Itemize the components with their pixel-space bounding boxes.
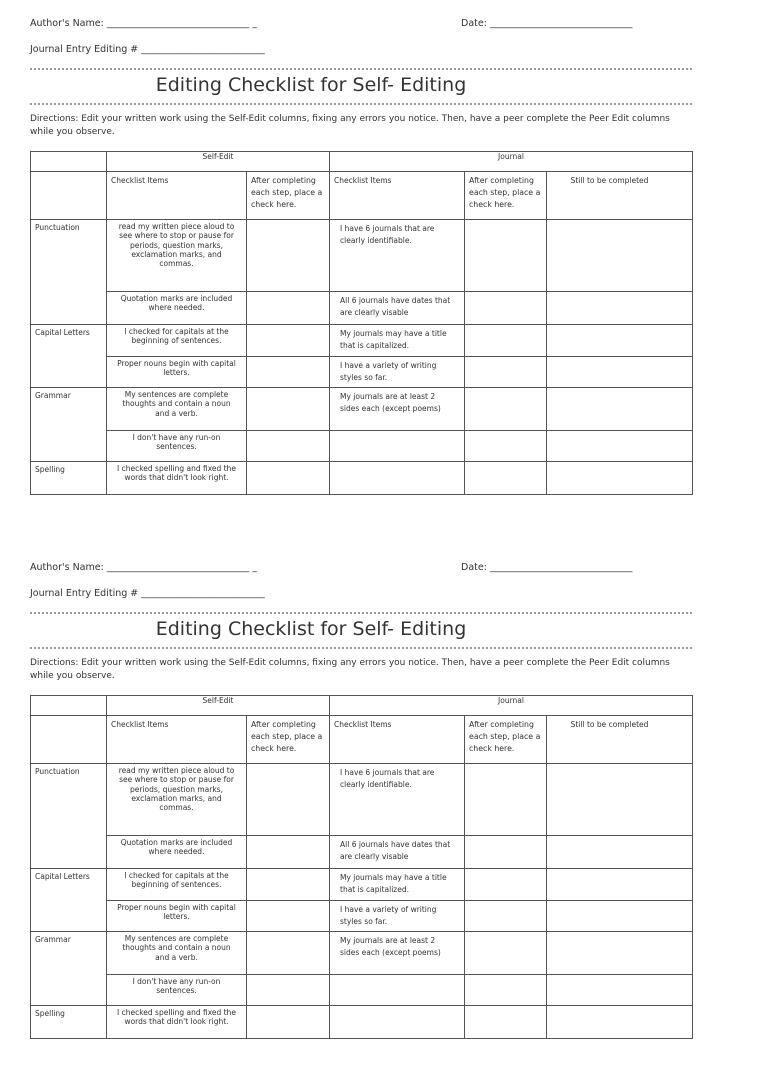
self-item: I checked spelling and fixed the words that didn't look right. [107,462,247,495]
author-name-label: Author's Name: ______________________________ _ [30,562,258,573]
check-cell[interactable] [247,975,330,1006]
check-cell[interactable] [465,431,547,462]
self-item: read my written piece aloud to see where to stop or pause for periods, question marks, exclamation marks, and commas. [107,764,247,836]
date-label: Date: ______________________________ [461,18,633,29]
check-cell[interactable] [465,325,547,357]
category-spelling: Spelling [31,1006,107,1039]
self-item: I checked for capitals at the beginning of sentences. [107,325,247,357]
checklist-table [30,151,693,495]
journal-after-header: After completing each step, place a check here. [465,172,547,220]
check-cell[interactable] [465,462,547,495]
still-to-complete-header: Still to be completed [547,716,693,764]
check-cell[interactable] [465,1006,547,1039]
table-row [31,325,693,357]
still-cell[interactable] [547,869,693,901]
still-cell[interactable] [547,292,693,325]
still-cell[interactable] [547,462,693,495]
table-row [31,901,693,932]
journal-item[interactable] [330,1006,465,1039]
table-row [31,220,693,292]
table-row [31,292,693,325]
table-row [31,716,693,764]
check-cell[interactable] [247,431,330,462]
journal-item: I have a variety of writing styles so far. [330,901,465,932]
self-item: My sentences are complete thoughts and contain a noun and a verb. [107,932,247,975]
self-item: I don't have any run-on sentences. [107,431,247,462]
journal-item: I have 6 journals that are clearly identifiable. [330,764,465,836]
journal-item: All 6 journals have dates that are clearly visable [330,836,465,869]
dotted-divider [30,612,692,614]
journal-item: I have a variety of writing styles so far. [330,357,465,388]
journal-checklist-header: Checklist Items [330,716,465,764]
check-cell[interactable] [247,764,330,836]
category-grammar: Grammar [31,388,107,462]
journal-item: All 6 journals have dates that are clearly visable [330,292,465,325]
check-cell[interactable] [247,462,330,495]
self-item: I don't have any run-on sentences. [107,975,247,1006]
author-name-label: Author's Name: ______________________________ _ [30,18,258,29]
journal-item[interactable] [330,975,465,1006]
self-checklist-header: Checklist Items [107,716,247,764]
self-item: I checked spelling and fixed the words that didn't look right. [107,1006,247,1039]
still-cell[interactable] [547,220,693,292]
check-cell[interactable] [247,1006,330,1039]
still-to-complete-header: Still to be completed [547,172,693,220]
still-cell[interactable] [547,836,693,869]
category-punctuation: Punctuation [31,764,107,869]
check-cell[interactable] [465,764,547,836]
directions-text: Directions: Edit your written work using the Self-Edit columns, fixing any errors you notice. Then, have a peer complete the Peer Edit columns while you observe. [30,114,670,137]
check-cell[interactable] [247,388,330,431]
self-checklist-header: Checklist Items [107,172,247,220]
check-cell[interactable] [465,836,547,869]
dotted-divider [30,103,692,105]
self-edit-header: Self-Edit [107,696,330,716]
directions-text: Directions: Edit your written work using the Self-Edit columns, fixing any errors you notice. Then, have a peer complete the Peer Edit columns while you observe. [30,658,670,681]
still-cell[interactable] [547,975,693,1006]
table-row [31,172,693,220]
table-row [31,1006,693,1039]
check-cell[interactable] [465,932,547,975]
worksheet-bottom [0,544,768,1088]
self-item: Quotation marks are included where needed. [107,836,247,869]
table-row [31,764,693,836]
self-item: Proper nouns begin with capital letters. [107,357,247,388]
category-punctuation: Punctuation [31,220,107,325]
table-row [31,388,693,431]
table-row [31,975,693,1006]
category-capital-letters: Capital Letters [31,325,107,388]
journal-item: My journals may have a title that is capitalized. [330,869,465,901]
journal-item: My journals are at least 2 sides each (except poems) [330,932,465,975]
check-cell[interactable] [465,220,547,292]
check-cell[interactable] [247,292,330,325]
journal-entry-label: Journal Entry Editing # __________________________ [30,44,265,55]
table-row [31,357,693,388]
self-item: read my written piece aloud to see where to stop or pause for periods, question marks, exclamation marks, and commas. [107,220,247,292]
still-cell[interactable] [547,431,693,462]
self-after-header: After completing each step, place a check here. [247,716,330,764]
journal-item: My journals may have a title that is capitalized. [330,325,465,357]
check-cell[interactable] [247,901,330,932]
dotted-divider [30,647,692,649]
table-row [31,932,693,975]
journal-header: Journal [330,152,693,172]
page-title: Editing Checklist for Self- Editing [155,618,467,640]
still-cell[interactable] [547,325,693,357]
dotted-divider [30,68,692,70]
journal-item[interactable] [330,431,465,462]
journal-item[interactable] [330,462,465,495]
self-item: My sentences are complete thoughts and contain a noun and a verb. [107,388,247,431]
journal-checklist-header: Checklist Items [330,172,465,220]
self-after-header: After completing each step, place a check here. [247,172,330,220]
check-cell[interactable] [465,292,547,325]
journal-item: I have 6 journals that are clearly identifiable. [330,220,465,292]
category-spelling: Spelling [31,462,107,495]
still-cell[interactable] [547,764,693,836]
check-cell[interactable] [465,357,547,388]
category-capital-letters: Capital Letters [31,869,107,932]
check-cell[interactable] [247,932,330,975]
journal-after-header: After completing each step, place a check here. [465,716,547,764]
table-row [31,869,693,901]
journal-header: Journal [330,696,693,716]
check-cell[interactable] [247,836,330,869]
page-title: Editing Checklist for Self- Editing [155,74,467,96]
check-cell[interactable] [247,220,330,292]
check-cell[interactable] [465,388,547,431]
check-cell[interactable] [247,869,330,901]
table-row [31,431,693,462]
table-row [31,152,693,172]
still-cell[interactable] [547,932,693,975]
journal-item: My journals are at least 2 sides each (except poems) [330,388,465,431]
self-item: Quotation marks are included where needed. [107,292,247,325]
checklist-table [30,695,693,1039]
date-label: Date: ______________________________ [461,562,633,573]
self-edit-header: Self-Edit [107,152,330,172]
check-cell[interactable] [465,901,547,932]
table-row [31,462,693,495]
check-cell[interactable] [465,869,547,901]
category-grammar: Grammar [31,932,107,1006]
check-cell[interactable] [247,357,330,388]
still-cell[interactable] [547,1006,693,1039]
journal-entry-label: Journal Entry Editing # __________________________ [30,588,265,599]
still-cell[interactable] [547,901,693,932]
still-cell[interactable] [547,388,693,431]
check-cell[interactable] [465,975,547,1006]
check-cell[interactable] [247,325,330,357]
self-item: Proper nouns begin with capital letters. [107,901,247,932]
table-row [31,696,693,716]
self-item: I checked for capitals at the beginning of sentences. [107,869,247,901]
still-cell[interactable] [547,357,693,388]
table-row [31,836,693,869]
